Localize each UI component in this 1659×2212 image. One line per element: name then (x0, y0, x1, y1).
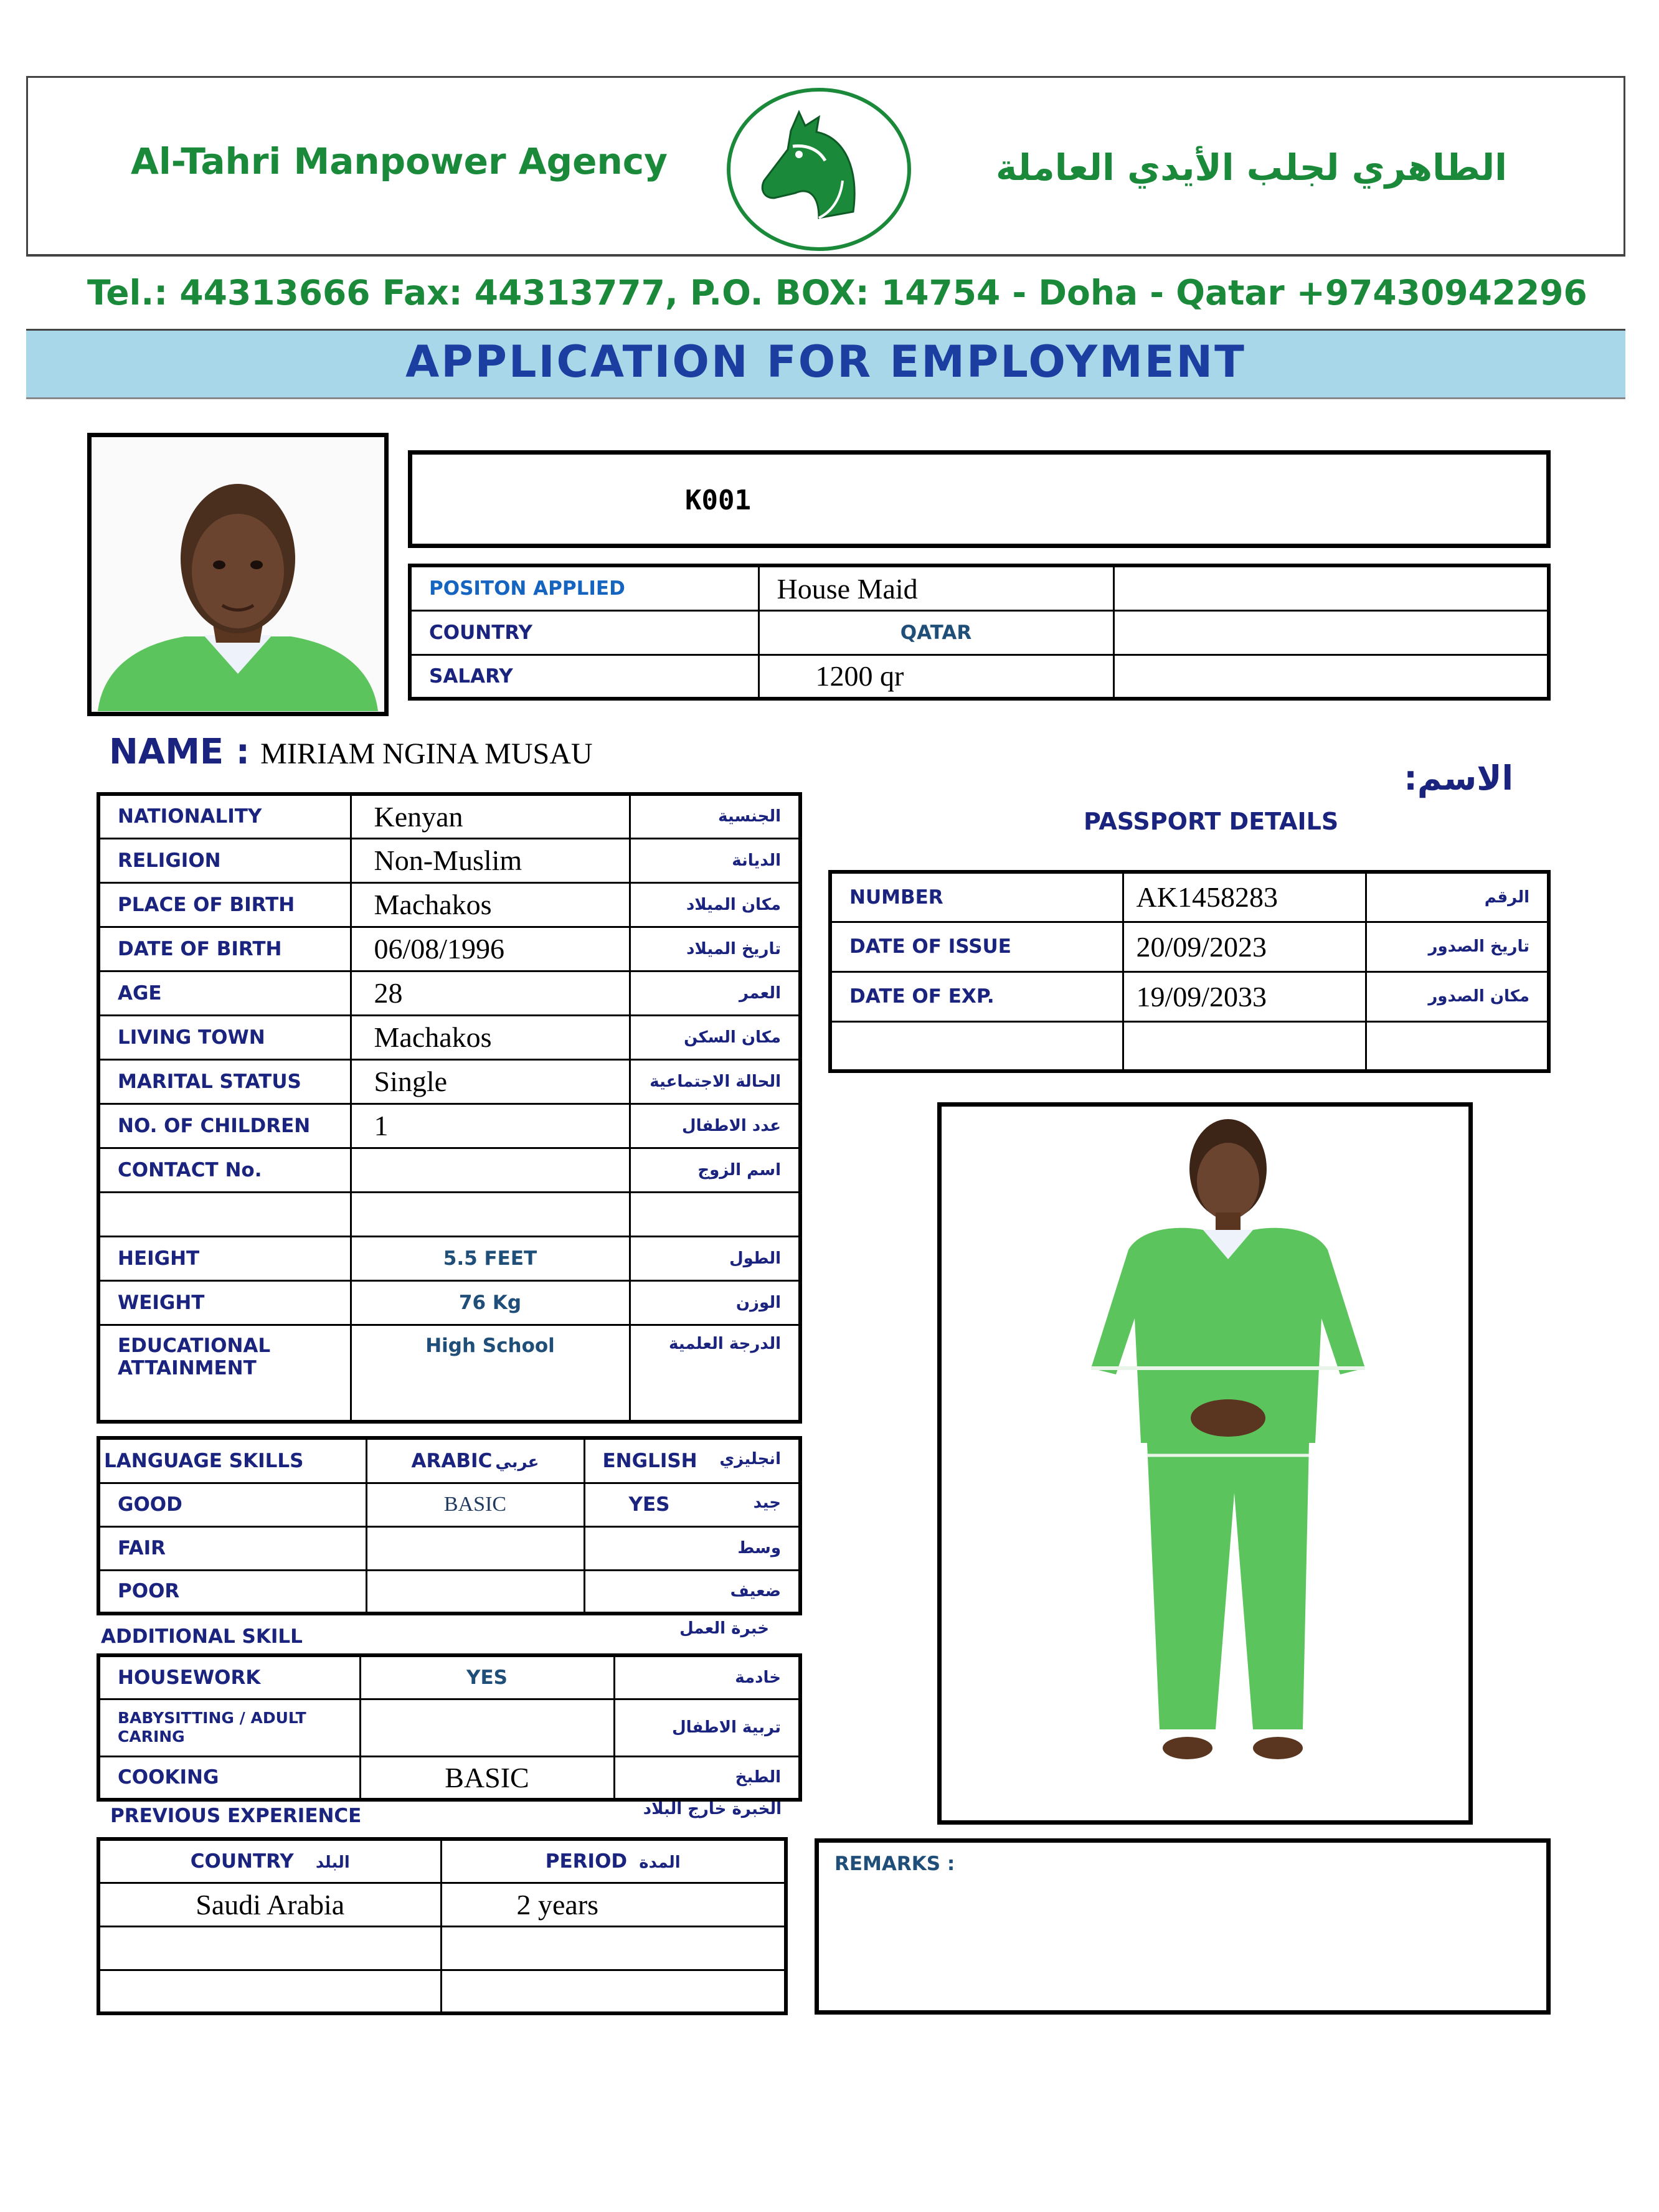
passport-row (830, 922, 1549, 971)
personal-row (98, 1015, 800, 1059)
additional-skill-title: ADDITIONAL SKILL (101, 1625, 303, 1648)
ref-code: K001 (685, 484, 751, 516)
position-table (408, 564, 1551, 701)
skill-label-ar: الطبخ (735, 1768, 781, 1787)
personal-label-ar: العمر (739, 983, 781, 1003)
personal-value: Kenyan (374, 800, 463, 833)
skill-row (98, 1756, 800, 1800)
english-label: ENGLISH (602, 1449, 697, 1472)
personal-label: AGE (118, 981, 162, 1004)
additional-skills-table (97, 1653, 802, 1802)
experience-country: Saudi Arabia (196, 1888, 345, 1921)
remarks-label: REMARKS : (834, 1853, 955, 1875)
personal-label-ar: مكان السكن (684, 1028, 781, 1047)
education-label: EDUCATIONAL ATTAINMENT (118, 1334, 271, 1379)
personal-row (98, 1148, 800, 1192)
skill-label: COOKING (118, 1766, 219, 1789)
personal-label-ar: الوزن (735, 1293, 781, 1312)
exp-period-header-ar: المدة (639, 1853, 681, 1872)
personal-label-ar: مكان الميلاد (686, 895, 781, 914)
personal-value: 1 (374, 1110, 389, 1141)
personal-row (98, 971, 800, 1015)
skill-label-ar: خادمة (735, 1668, 781, 1687)
education-label-ar: الدرجة العلمية (669, 1334, 781, 1353)
personal-label: PLACE OF BIRTH (118, 893, 295, 916)
personal-row (98, 1236, 800, 1280)
personal-row (98, 1104, 800, 1148)
personal-row (98, 794, 800, 838)
personal-label-ar: الطول (729, 1249, 781, 1268)
exp-country-header: COUNTRY (190, 1850, 294, 1873)
language-skills-table (97, 1436, 802, 1615)
position-label: POSITON APPLIED (429, 577, 625, 600)
personal-row (98, 838, 800, 882)
previous-experience-table (97, 1837, 788, 2015)
personal-label: NO. OF CHILDREN (118, 1114, 311, 1137)
passport-label-ar: الرقم (1484, 887, 1529, 907)
personal-row (98, 882, 800, 927)
experience-period: 2 years (516, 1888, 599, 1921)
position-value: House Maid (777, 572, 918, 605)
exp-period-header: PERIOD (545, 1850, 628, 1873)
skill-label: HOUSEWORK (118, 1666, 261, 1689)
personal-label: NATIONALITY (118, 805, 262, 828)
experience-row (98, 1970, 786, 2013)
personal-label: HEIGHT (118, 1247, 200, 1270)
personal-value: Machakos (374, 1021, 492, 1053)
passport-row (830, 1021, 1549, 1071)
personal-label-ar: عدد الاطفال (682, 1116, 781, 1135)
personal-label: DATE OF BIRTH (118, 937, 282, 960)
language-level-label: GOOD (118, 1493, 182, 1516)
passport-label: NUMBER (849, 886, 943, 909)
skill-label: BABYSITTING / ADULT CARING (118, 1709, 306, 1746)
experience-row (98, 1926, 786, 1970)
passport-title: PASSPORT DETAILS (1084, 808, 1339, 835)
headshot-frame (87, 433, 389, 716)
skill-value: BASIC (445, 1761, 529, 1794)
personal-row (98, 1059, 800, 1104)
language-row (98, 1570, 800, 1614)
personal-label: WEIGHT (118, 1291, 205, 1314)
passport-value: AK1458283 (1136, 881, 1278, 914)
personal-row (98, 927, 800, 971)
english-level-value: YES (628, 1493, 670, 1516)
name-label: NAME : (109, 732, 250, 772)
personal-label-ar: الجنسية (718, 807, 781, 826)
passport-label-ar: مكان الصدور (1428, 987, 1529, 1006)
education-row (98, 1325, 800, 1422)
english-label-ar: انجليزي (719, 1449, 781, 1468)
skill-row (98, 1655, 800, 1699)
personal-label-ar: تاريخ الميلاد (686, 939, 781, 958)
salary-label: SALARY (429, 664, 513, 688)
personal-label: CONTACT No. (118, 1158, 262, 1181)
exp-country-header-ar: البلد (315, 1853, 350, 1872)
personal-label: MARITAL STATUS (118, 1070, 301, 1093)
personal-value: Non-Muslim (374, 844, 522, 876)
personal-value: 5.5 FEET (443, 1247, 537, 1270)
additional-skill-title-ar: خبرة العمل (679, 1619, 769, 1638)
language-level-label: POOR (118, 1580, 180, 1603)
page-title: APPLICATION FOR EMPLOYMENT (405, 336, 1246, 387)
education-value: High School (425, 1334, 555, 1357)
personal-label: LIVING TOWN (118, 1026, 265, 1049)
agency-name-english: Al-Tahri Manpower Agency (131, 140, 668, 182)
country-value: QATAR (900, 622, 972, 644)
name-label-arabic: الاسم: (1404, 759, 1513, 798)
personal-value: 28 (374, 977, 403, 1009)
passport-label: DATE OF ISSUE (849, 935, 1011, 958)
skill-value: YES (466, 1666, 508, 1689)
personal-label: RELIGION (118, 849, 221, 872)
language-row (98, 1526, 800, 1570)
personal-value: 76 Kg (458, 1291, 522, 1314)
arabic-label: ARABIC (411, 1449, 493, 1472)
language-row (98, 1483, 800, 1526)
personal-details-table (97, 792, 802, 1424)
name-row (109, 732, 593, 772)
personal-row (98, 1192, 800, 1236)
previous-experience-title-ar: الخبرة خارج البلاد (643, 1800, 782, 1818)
passport-value: 19/09/2033 (1136, 980, 1267, 1013)
passport-label-ar: تاريخ الصدور (1428, 937, 1529, 956)
previous-experience-title: PREVIOUS EXPERIENCE (110, 1805, 362, 1827)
passport-row (830, 971, 1549, 1021)
personal-label-ar: الديانة (732, 851, 781, 870)
contact-line: Tel.: 44313666 Fax: 44313777, P.O. BOX: 14754 - Doha - Qatar +97430942296 (87, 273, 1587, 313)
language-level-label-ar: جيد (753, 1493, 781, 1512)
passport-label: DATE OF EXP. (849, 985, 995, 1008)
arabic-level-value: BASIC (443, 1493, 507, 1516)
personal-label-ar: اسم الزوج (697, 1160, 781, 1179)
header-cut-line (26, 397, 1625, 414)
language-level-label-ar: وسط (737, 1539, 781, 1557)
ref-code-box (408, 450, 1551, 548)
skill-row (98, 1699, 800, 1756)
agency-name-arabic: الطاهري لجلب الأيدي العاملة (995, 146, 1507, 189)
personal-value: Single (374, 1066, 448, 1097)
personal-value: Machakos (374, 889, 492, 920)
language-level-label: FAIR (118, 1537, 166, 1559)
personal-label-ar: الحالة الاجتماعية (650, 1072, 781, 1091)
passport-value: 20/09/2023 (1136, 930, 1267, 963)
language-level-label-ar: ضعيف (730, 1582, 781, 1601)
applicant-headshot (92, 437, 384, 711)
personal-row (98, 1280, 800, 1325)
skill-label-ar: تربية الاطفال (672, 1718, 781, 1737)
arabic-label-ar: عربي (495, 1452, 539, 1472)
country-label: COUNTRY (429, 622, 532, 644)
passport-table (828, 870, 1551, 1073)
passport-row (830, 872, 1549, 922)
header-divider (26, 254, 1625, 257)
full-body-frame (937, 1102, 1473, 1825)
experience-row (98, 1883, 786, 1926)
personal-value: 06/08/1996 (374, 933, 505, 965)
name-value: MIRIAM NGINA MUSAU (260, 737, 593, 770)
salary-value: 1200 qr (815, 660, 904, 692)
applicant-full-body (942, 1107, 1468, 1820)
language-skills-label: LANGUAGE SKILLS (104, 1449, 304, 1472)
horse-head-logo (726, 87, 912, 252)
